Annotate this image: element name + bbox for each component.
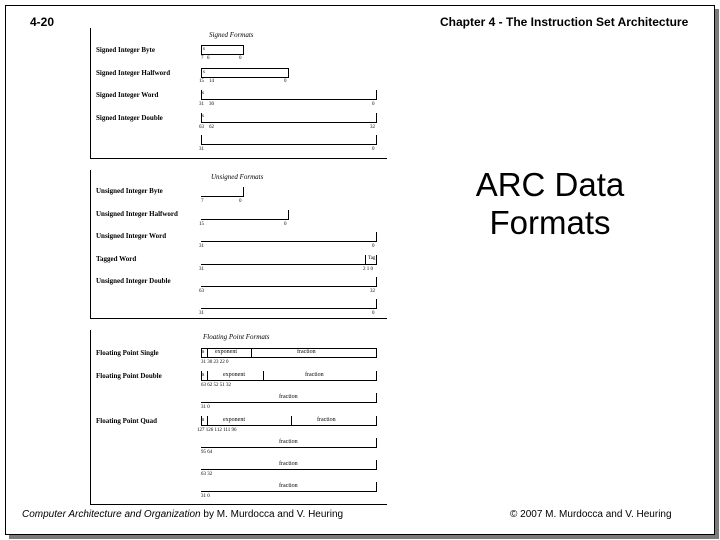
field-divider: [201, 135, 202, 145]
sign-bit-label: s: [202, 91, 204, 96]
bit-number: 14: [209, 79, 214, 84]
field-divider: [376, 371, 377, 381]
signed-word-field: [201, 99, 377, 100]
bit-numbers: 31 0: [201, 405, 210, 410]
fp-quad-field-1: [201, 425, 377, 426]
unsigned-word-field: [201, 241, 377, 242]
field-divider: [263, 371, 264, 381]
bit-numbers: 31 30 23 22 0: [201, 360, 229, 365]
field-divider: [288, 210, 289, 220]
footer-copyright: © 2007 M. Murdocca and V. Heuring: [510, 509, 672, 520]
bit-number: 31: [199, 244, 204, 249]
signed-double-high-field: [201, 122, 377, 123]
unsigned-double-label: Unsigned Integer Double: [96, 277, 171, 285]
slide-title: [445, 166, 655, 242]
bit-number: 31: [199, 311, 204, 316]
unsigned-byte-field: [201, 196, 244, 197]
fraction-label: fraction: [297, 349, 316, 355]
bit-number: 31: [199, 147, 204, 152]
bit-number: 2 1 0: [363, 267, 373, 272]
field-divider: [376, 438, 377, 448]
bit-number: 30: [209, 102, 214, 107]
unsigned-halfword-label: Unsigned Integer Halfword: [96, 210, 178, 218]
signed-word-label: Signed Integer Word: [96, 91, 159, 99]
fraction-label: fraction: [279, 461, 298, 467]
bit-number: 6: [207, 56, 210, 61]
bit-number: 32: [370, 289, 375, 294]
fp-double-high-field: [201, 380, 377, 381]
bit-number: 0: [372, 147, 375, 152]
signed-formats-panel: [90, 28, 387, 159]
bit-number: 0: [372, 244, 375, 249]
signed-halfword-field: [201, 68, 289, 78]
slide-number: 4-20: [30, 15, 55, 29]
bit-number: 7: [201, 199, 204, 204]
bit-numbers: 31 0: [201, 494, 210, 499]
signed-halfword-label: Signed Integer Halfword: [96, 69, 171, 77]
sign-bit-label: s: [203, 47, 205, 52]
unsigned-word-label: Unsigned Integer Word: [96, 232, 167, 240]
signed-formats-title: Signed Formats: [209, 31, 254, 39]
field-divider: [291, 416, 292, 426]
fraction-label: fraction: [279, 439, 298, 445]
bit-number: 31: [199, 267, 204, 272]
signed-double-label: Signed Integer Double: [96, 114, 163, 122]
field-divider: [376, 277, 377, 287]
field-divider: [376, 416, 377, 426]
fp-quad-field-2: [201, 447, 377, 448]
slide-shadow-bottom: [9, 535, 719, 539]
fp-quad-label: Floating Point Quad: [96, 417, 158, 425]
bit-number: 63: [199, 289, 204, 294]
field-divider: [365, 255, 366, 265]
slide-shadow-right: [715, 9, 719, 539]
fraction-label: fraction: [279, 394, 298, 400]
exponent-label: exponent: [215, 349, 237, 355]
bit-numbers: 63 62 52 51 32: [201, 383, 231, 388]
field-divider: [243, 187, 244, 197]
field-divider: [376, 460, 377, 470]
fp-double-low-field: [201, 402, 377, 403]
field-divider: [376, 135, 377, 145]
signed-byte-field: [201, 45, 244, 55]
bit-number: 0: [372, 102, 375, 107]
unsigned-formats-panel: [90, 170, 387, 319]
signed-byte-label: Signed Integer Byte: [96, 46, 155, 54]
exponent-label: exponent: [223, 372, 245, 378]
bit-number: 31: [199, 102, 204, 107]
bit-number: 15: [199, 79, 204, 84]
field-divider: [376, 393, 377, 403]
unsigned-halfword-field: [201, 219, 289, 220]
field-divider: [376, 482, 377, 492]
bit-numbers: 63 32: [201, 472, 213, 477]
exponent-label: exponent: [223, 417, 245, 423]
bit-number: 15: [199, 222, 204, 227]
footer-citation: [22, 509, 343, 520]
field-divider: [207, 371, 208, 381]
bit-number: 63: [199, 125, 204, 130]
book-authors: by M. Murdocca and V. Heuring: [200, 509, 344, 520]
unsigned-double-high-field: [201, 286, 377, 287]
field-divider: [376, 90, 377, 100]
bit-numbers: 95 64: [201, 450, 213, 455]
fp-quad-field-4: [201, 491, 377, 492]
bit-number: 7: [201, 56, 204, 61]
fraction-label: fraction: [279, 483, 298, 489]
sign-bit-label: s: [202, 114, 204, 119]
chapter-title: Chapter 4 - The Instruction Set Architecture: [440, 15, 689, 29]
slide-title-line-2: Formats: [489, 204, 611, 241]
sign-bit-label: s: [202, 349, 205, 355]
bit-numbers: 127 126 112 111 96: [197, 428, 237, 433]
bit-number: 0: [284, 222, 287, 227]
signed-double-low-field: [201, 144, 377, 145]
bit-number: 0: [372, 311, 375, 316]
field-divider: [207, 348, 208, 358]
field-divider: [376, 232, 377, 242]
sign-bit-label: s: [202, 417, 205, 423]
fraction-label: fraction: [317, 417, 336, 423]
bit-number: 62: [209, 125, 214, 130]
field-divider: [376, 299, 377, 309]
fp-double-label: Floating Point Double: [96, 372, 162, 380]
sign-bit-label: s: [203, 70, 205, 75]
unsigned-formats-title: Unsigned Formats: [211, 173, 264, 181]
tagged-word-field: [201, 264, 377, 265]
fraction-label: fraction: [305, 372, 324, 378]
floating-formats-panel: [90, 330, 387, 505]
bit-number: 0: [284, 79, 287, 84]
tagged-word-label: Tagged Word: [96, 255, 137, 263]
tag-field-label: Tag: [368, 256, 376, 261]
bit-number: 0: [239, 199, 242, 204]
fp-quad-field-3: [201, 469, 377, 470]
bit-number: 0: [239, 56, 242, 61]
slide-title-line-1: ARC Data: [475, 166, 625, 203]
field-divider: [376, 255, 377, 265]
unsigned-double-low-field: [201, 308, 377, 309]
fp-single-label: Floating Point Single: [96, 349, 159, 357]
field-divider: [207, 416, 208, 426]
field-divider: [376, 113, 377, 123]
floating-formats-title: Floating Point Formats: [203, 333, 270, 341]
unsigned-byte-label: Unsigned Integer Byte: [96, 187, 163, 195]
sign-bit-label: s: [202, 372, 205, 378]
book-title: Computer Architecture and Organization: [22, 509, 201, 520]
bit-number: 32: [370, 125, 375, 130]
field-divider: [251, 348, 252, 358]
